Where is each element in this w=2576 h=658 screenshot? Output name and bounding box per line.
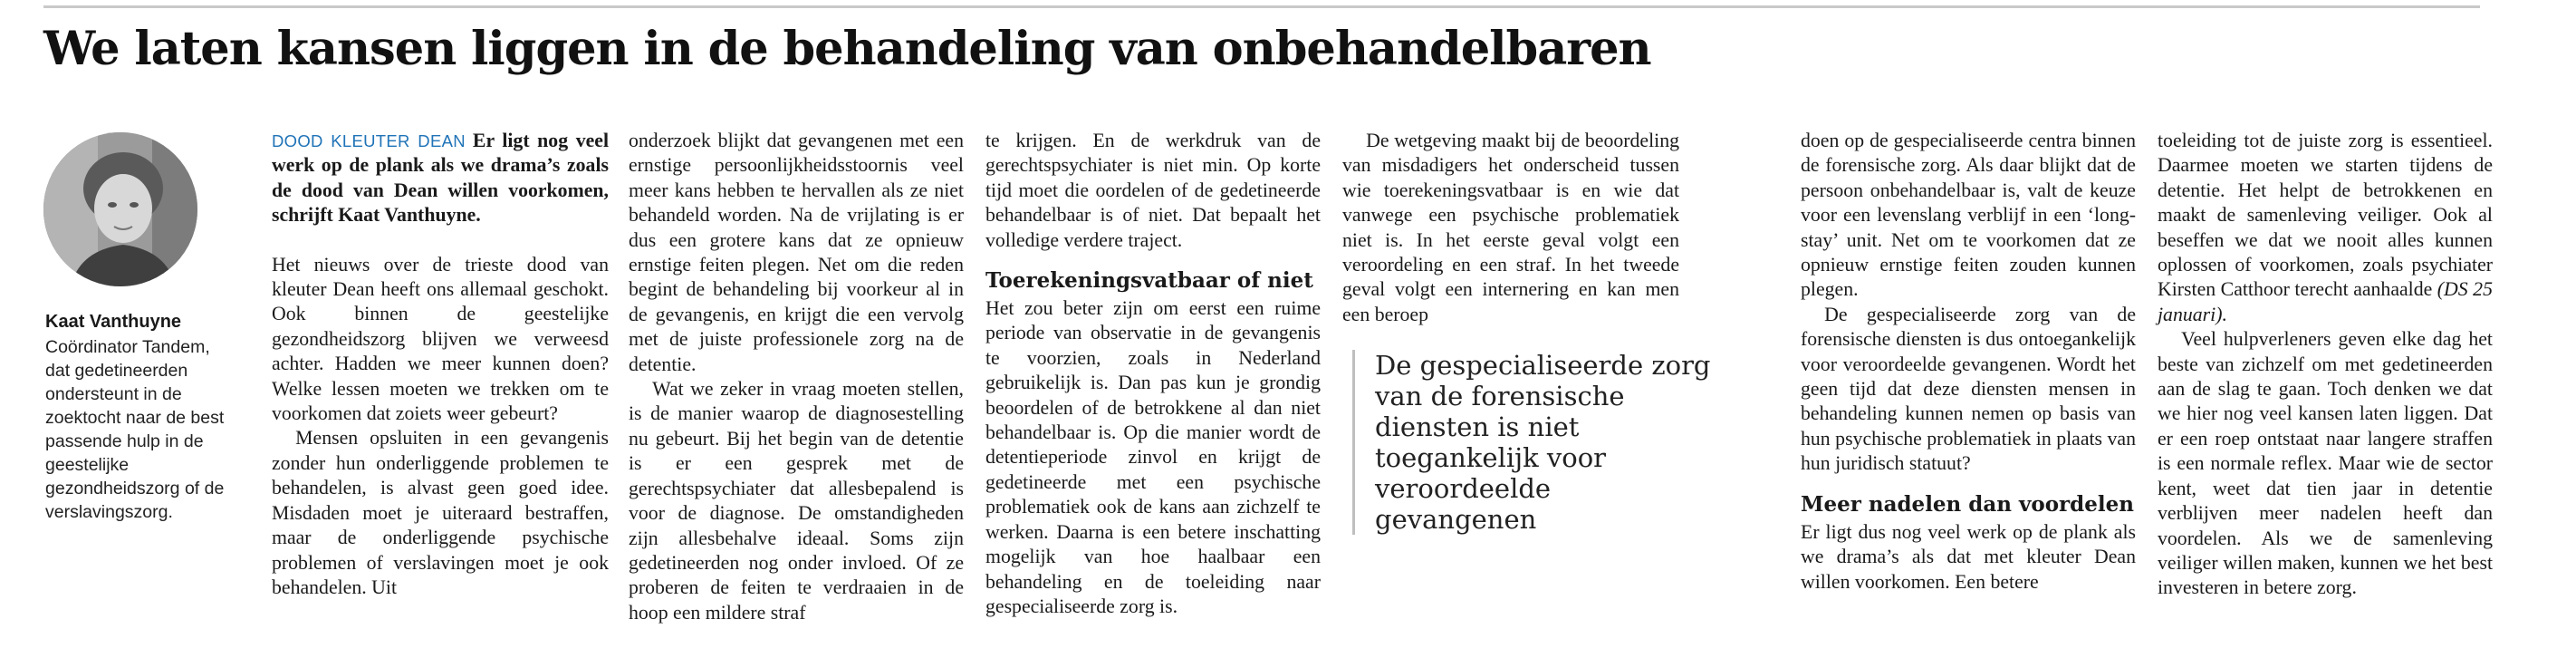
author-bio: Coördinator Tandem, dat gedetineerden ondersteunt in de zoektocht naar de best passende hulp in de geestelijke gezondheidszorg of de verslavingszorg. [45,337,225,522]
top-rule [43,5,2480,8]
body-paragraph: De wetgeving maakt bij de beoordeling van misdadigers het onderscheid tussen wie toerekeningsvatbaar is en wie dat vanwege een psychische problematiek niet is. In het eerste geval volgt een veroordeling en een straf. In het tweede geval volgt een internering en kan men een beroep [1342,130,1679,325]
lead-text: Er ligt nog veel werk op de plank als we drama’s zoals de dood van Dean willen voorkomen, schrijft Kaat Vanthuyne. [272,130,609,227]
lead-paragraph [272,129,609,228]
body-paragraph: Veel hulpverleners geven elke dag het beste van zichzelf om met gedetineerden aan de slag te gaan. Toch denken we dat we hier nog veel kansen laten liggen. Dat er een roep ontstaat naar langere straffen is een normale reflex. Maar wie de sector kent, weet dat tien jaar in detentie verblijven meer nadelen heeft dan voordelen. Als we de samenleving veiliger willen maken, kunnen we het best investeren in betere zorg. [2158,328,2493,599]
article-column-2 [629,129,964,625]
author-photo [43,132,197,286]
headline: We laten kansen liggen in de behandeling van onbehandelbaren [43,22,1651,76]
article-column-6 [2158,129,2493,601]
body-paragraph: onderzoek blijkt dat gevangenen met een ernstige persoonlijkheidsstoornis veel meer kans hebben te hervallen als ze niet behandeld worden. Na de vrijlating is er dus een grotere kans dat ze opnieuw ernstige feiten plegen. Net om die reden begint de behandeling bij voorkeur al in de gevangenis, en krijgt die een vervolg met de juiste professionele zorg na de detentie. [629,130,964,375]
body-paragraph: Het zou beter zijn om eerst een ruime periode van observatie in de gevangenis te voorzien, zoals in Nederland gebruikelijk is. Dan pas kun je grondig beoordelen of de betrokkene al dan niet behandelbaar is. Op die manier wordt de detentieperiode zinvol en krijgt de gedetineerde met een psychische problematiek ook de kans aan zichzelf te werken. Daarna is een betere inschatting mogelijk van hoe haalbaar een behandeling en de toeleiding naar gespecialiseerde zorg is. [985,297,1321,617]
subheading: Meer nadelen dan voordelen [1801,491,2134,517]
article-column-3 [985,129,1321,619]
article-column-5 [1801,129,2136,595]
body-text: toeleiding tot de juiste zorg is essentieel. Daarmee moeten we starten tijdens de detentie. Het helpt de betrokkenen en maakt de samenleving veiliger. Ook al beseffen we dat we nooit alles kunnen oplossen of voorkomen, zoals psychiater Kirsten Catthoor terecht aanhaalde [2158,130,2493,301]
pull-quote: De gespecialiseerde zorg van de forensische diensten is niet toegankelijk voor veroordeelde gevangenen [1352,350,1715,535]
source-reference: (DS 25 januari). [2158,278,2493,325]
body-paragraph: Er ligt dus nog veel werk op de plank als we drama’s als dat met kleuter Dean willen voorkomen. Een betere [1801,520,2136,593]
body-paragraph: De gespecialiseerde zorg van de forensische diensten is dus ontoegankelijk voor veroordeelde gevangenen. Wordt het geen tijd dat deze diensten mensen in behandeling kunnen nemen op basis van hun psychische problematiek in plaats van hun juridisch statuut? [1801,303,2136,475]
body-paragraph: Wat we zeker in vraag moeten stellen, is de manier waarop de diagnosestelling nu gebeurt. Bij het begin van de detentie is er een gesprek met de gerechtspsychiater dat allesbepalend is voor de diagnose. De omstandigheden zijn allesbehalve ideaal. Soms zijn gedetineerden nog onder invloed. Of ze proberen de feiten te verdraaien in de hoop een mildere straf [629,378,964,624]
subheading: Toerekeningsvatbaar of niet [985,268,1313,294]
author-name: Kaat Vanthuyne [45,312,182,332]
body-paragraph: doen op de gespecialiseerde centra binnen de forensische zorg. Als daar blijkt dat de persoon onbehandelbaar is, valt de keuze voor een levenslang verblijf in een ‘long-stay’ unit. Net om te voorkomen dat ze opnieuw ernstige feiten zouden kunnen plegen. [1801,130,2136,301]
body-paragraph: Mensen opsluiten in een gevangenis zonder hun onderliggende problemen te behandelen, is alvast geen goed idee. Misdaden moet je uiteraard bestraffen, maar de onderliggende psychische problemen of verslavingen moet je ook behandelen. Uit [272,427,609,598]
article-column-1 [272,129,609,600]
body-paragraph: te krijgen. En de werkdruk van de gerechtspsychiater is niet min. Op korte tijd moet die oordelen of de gedetineerde behandelbaar is of niet. Dat bepaalt het volledige verdere traject. [985,130,1321,251]
body-paragraph: Het nieuws over de trieste dood van kleuter Dean heeft ons allemaal geschokt. Ook binnen de geestelijke gezondheidszorg blijven we verweesd achter. Hadden we meer kunnen doen? Welke lessen moeten we trekken om te voorkomen dat zoiets weer gebeurt? [272,253,609,425]
body-paragraph [2158,129,2493,327]
article-column-4 [1342,129,1679,327]
lead-kicker: DOOD KLEUTER DEAN [272,131,466,150]
